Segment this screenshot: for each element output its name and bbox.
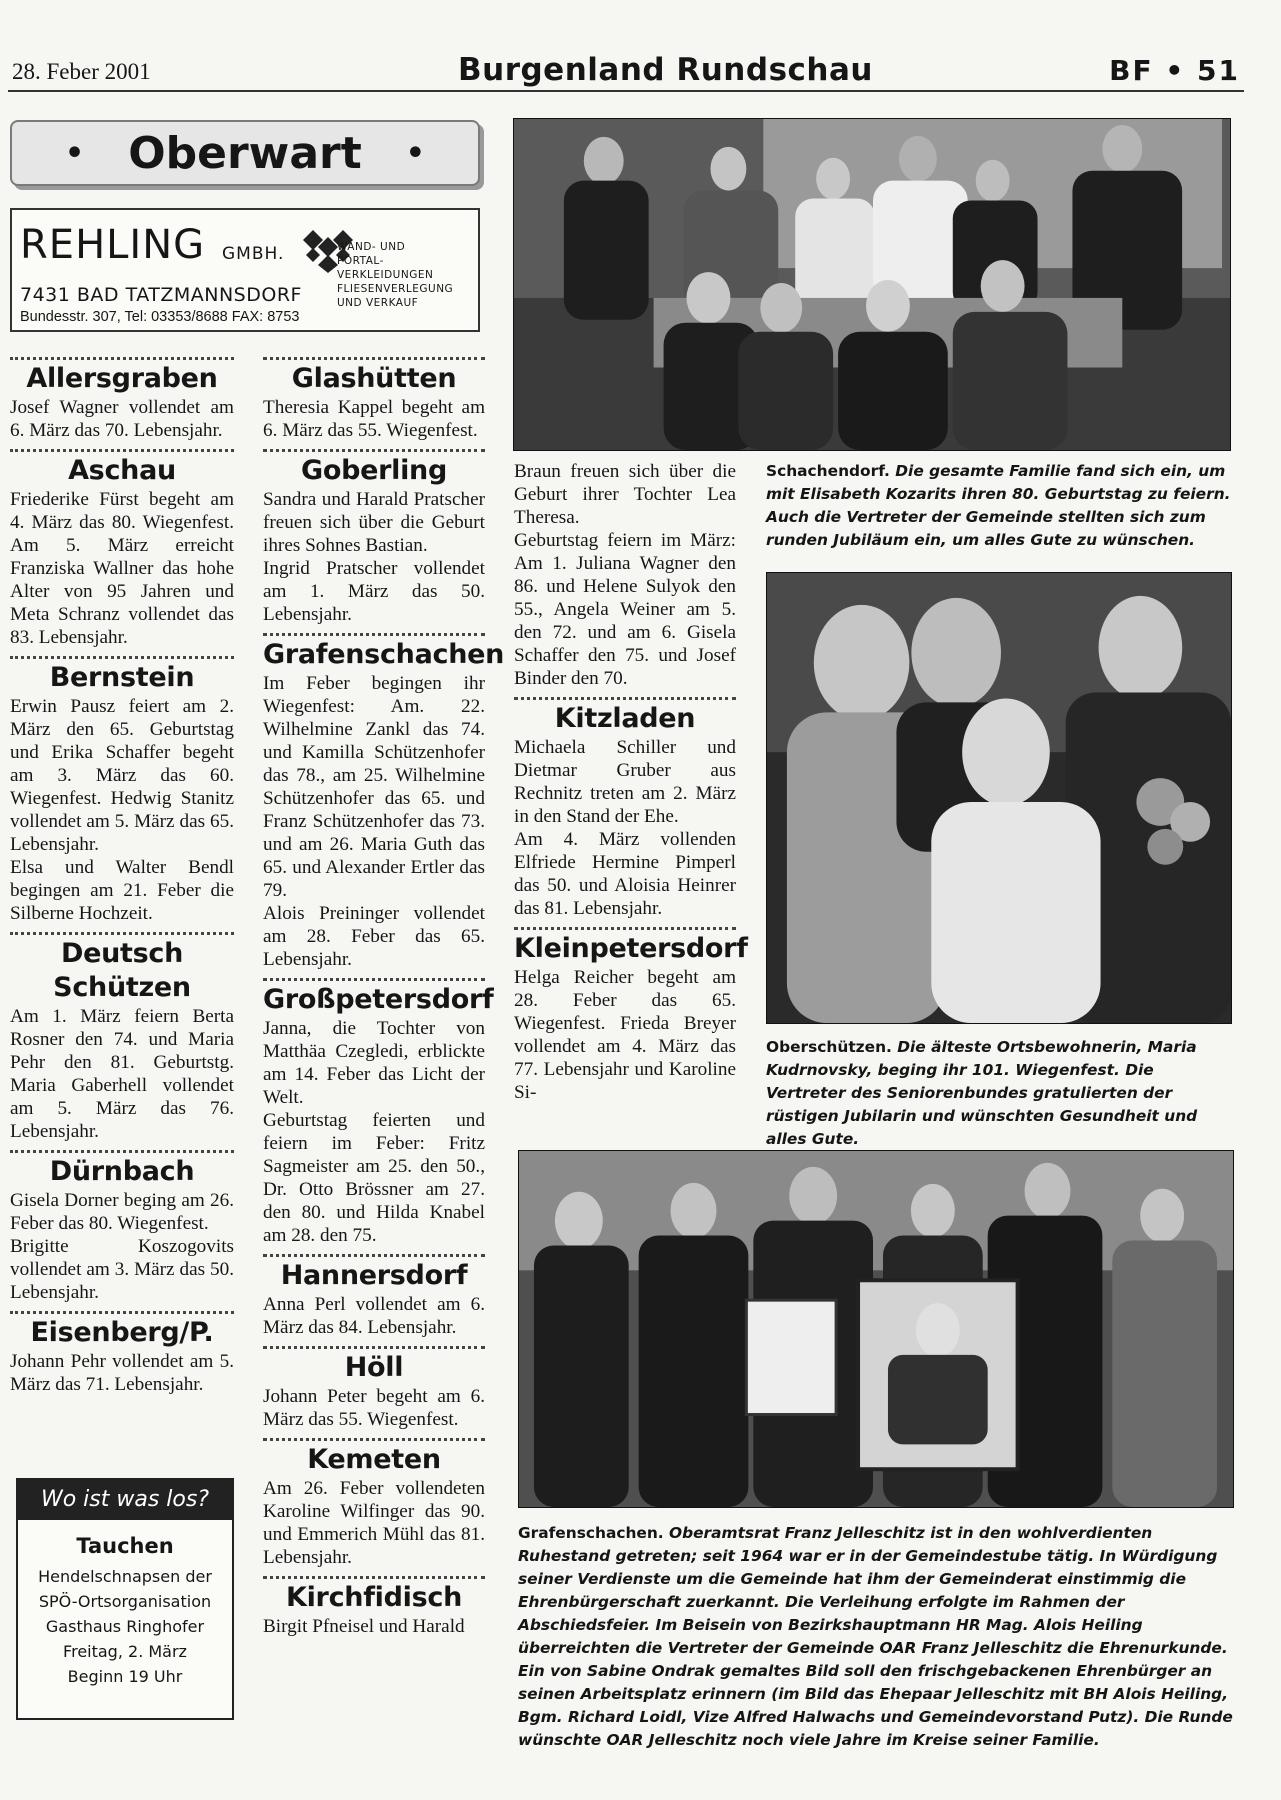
caption-place: Grafenschachen.: [518, 1524, 664, 1542]
ad-company-suffix: GMBH.: [222, 244, 285, 264]
events-line: Hendelschnapsen der: [38, 1567, 212, 1586]
article-text: Johann Pehr vollendet am 5. März das 71. Lebensjahr.: [10, 1351, 234, 1395]
issue-date: 28. Feber 2001: [12, 59, 151, 84]
dotted-divider: [10, 357, 234, 360]
rehling-advertisement: [10, 208, 480, 332]
oberschuetzen-photo-image: [767, 573, 1231, 1023]
article-text: Theresia Kappel begeht am 6. März das 55. Wiegenfest.: [263, 397, 485, 441]
masthead: [8, 52, 1244, 92]
dotted-divider: [263, 1254, 485, 1257]
dotted-divider: [10, 932, 234, 935]
article-text: Josef Wagner vollendet am 6. März das 70. Lebensjahr.: [10, 397, 234, 441]
place-heading: Allersgraben: [26, 363, 218, 394]
article-text: Ingrid Pratscher vollendet am 1. März das 50. Lebensjahr.: [263, 558, 485, 625]
dotted-divider: [10, 1311, 234, 1314]
ad-service-line: VERKLEIDUNGEN: [337, 269, 434, 281]
caption-text: Oberamtsrat Franz Jelleschitz ist in den wohlverdienten Ruhestand getreten; seit 1964 war er in der Gemeindestube tätig. In Würdigung seiner Verdienste um die Gemeinde hat ihm der Gemeinderat einstimmig die Ehrenbürgerschaft zuerkannt. Die Verleihung erfolgte im Rahmen der Abschiedsfeier. Im Beisein von Bezirkshauptmann HR Mag. Alois Heiling überreichten die Vertreter der Gemeinde OAR Franz Jelleschitz die Ehrenurkunde. Ein von Sabine Ondrak gemaltes Bild soll den frischgebackenen Ehrenbürger an seinen Arbeitsplatz erinnern (im Bild das Ehepaar Jelleschitz mit BH Alois Heiling, Bgm. Richard Loidl, Vize Alfred Halwachs und Gemeindevorstand Putz). Die Runde wünschte OAR Jelleschitz noch viele Jahre im Kreise seiner Familie.: [518, 1524, 1233, 1749]
article-text: Anna Perl vollendet am 6. März das 84. Lebensjahr.: [263, 1294, 485, 1338]
caption-oberschuetzen: [766, 1036, 1232, 1151]
place-heading: Höll: [344, 1352, 404, 1383]
article-text: Birgit Pfneisel und Harald: [263, 1616, 465, 1637]
page-reference: BF • 51: [1109, 54, 1240, 87]
column-2: [263, 350, 505, 1638]
article-text: Sandra und Harald Pratscher freuen sich über die Geburt ihres Sohnes Bastian.: [263, 489, 485, 556]
caption-text: Die gesamte Familie fand sich ein, um mit Elisabeth Kozarits ihren 80. Geburtstag zu feiern. Auch die Vertreter der Gemeinde stellten sich zum runden Jubiläum ein, um alles Gute zu wünschen.: [766, 462, 1231, 549]
ad-service-line: FLIESENVERLEGUNG: [337, 283, 454, 295]
place-heading: Dürnbach: [49, 1156, 195, 1187]
dotted-divider: [263, 1576, 485, 1579]
place-heading: Aschau: [68, 455, 176, 486]
events-header: Wo ist was los?: [18, 1480, 232, 1520]
ad-brand-name: REHLING: [20, 222, 206, 268]
events-box: [16, 1478, 234, 1720]
dotted-divider: [10, 449, 234, 452]
article-text: Geburtstag feierten und feiern im Feber: Fritz Sagmeister am 25. den 50., Dr. Otto Brössner am 27. den 80. und Hilda Knabel am 28. den 75.: [263, 1110, 485, 1246]
column-1: [10, 350, 234, 1396]
dotted-divider: [263, 1346, 485, 1349]
article-text: Gisela Dorner beging am 26. Feber das 80. Wiegenfest.: [10, 1190, 234, 1234]
place-heading: Bernstein: [49, 662, 195, 693]
place-heading: Kitzladen: [554, 703, 696, 734]
ad-service-line: UND VERKAUF: [337, 297, 419, 309]
place-heading: Kirchfidisch: [285, 1582, 462, 1613]
region-banner: [10, 120, 480, 186]
dotted-divider: [10, 656, 234, 659]
article-text: Geburtstag feiern im März: Am 1. Juliana Wagner den 86. und Helene Sulyok den 55., Angela Weiner am 5. den 72. und am 6. Gisela Schaffer den 75. und Josef Binder den 70.: [514, 530, 736, 689]
events-line: Beginn 19 Uhr: [67, 1667, 183, 1686]
caption-schachendorf: [766, 460, 1232, 552]
grafenschachen-photo-image: [519, 1151, 1233, 1507]
article-text: Johann Peter begeht am 6. März das 55. Wiegenfest.: [263, 1386, 485, 1430]
bullet-left: •: [65, 135, 85, 171]
article-text: Michaela Schiller und Dietmar Gruber aus Rechnitz treten am 2. März in den Stand der Ehe.: [514, 737, 736, 827]
newspaper-title: Burgenland Rundschau: [458, 52, 873, 88]
region-name: Oberwart: [128, 127, 362, 179]
article-text: Elsa und Walter Bendl begingen am 21. Feber die Silberne Hochzeit.: [10, 857, 234, 924]
events-line: Freitag, 2. März: [63, 1642, 187, 1661]
dotted-divider: [514, 927, 736, 930]
article-text: Am 26. Feber vollendeten Karoline Wilfinger das 90. und Emmerich Mühl das 81. Lebensjahr.: [263, 1478, 485, 1568]
place-heading: Grafenschachen: [263, 639, 505, 670]
article-text: Alois Preininger vollendet am 28. Feber das 65. Lebensjahr.: [263, 903, 485, 970]
place-heading: Kemeten: [307, 1444, 441, 1475]
caption-place: Schachendorf.: [766, 462, 890, 480]
article-text: Am 4. März vollenden Elfriede Hermine Pimperl das 50. und Aloisia Heinrer das 81. Lebensjahr.: [514, 829, 736, 919]
family-photo-image: [514, 119, 1230, 450]
place-heading: Kleinpetersdorf: [514, 933, 748, 964]
ad-services: [337, 240, 477, 310]
dotted-divider: [263, 1438, 485, 1441]
caption-grafenschachen: [518, 1522, 1234, 1752]
article-text: Braun freuen sich über die Geburt ihrer Tochter Lea Theresa.: [514, 461, 736, 528]
place-heading: Eisenberg/P.: [30, 1317, 214, 1348]
place-heading: Glashütten: [291, 363, 457, 394]
article-text: Janna, die Tochter von Matthäa Czegledi, erblickte am 14. Feber das Licht der Welt.: [263, 1018, 485, 1108]
place-heading: Goberling: [300, 455, 448, 486]
bullet-right: •: [405, 135, 425, 171]
article-text: Im Feber begingen ihr Wiegenfest: Am. 22. Wilhelmine Zankl das 74. und Kamilla Schützenhofer das 78., am 25. Wilhelmine Schützenhofer das 65. und Franz Schützenhofer das 73. und am 26. Maria Guth das 65. und Alexander Ertler das 79.: [263, 673, 485, 901]
dotted-divider: [263, 633, 485, 636]
article-text: Am 1. März feiern Berta Rosner den 74. und Maria Pehr den 81. Geburtstg. Maria Gaberhell vollendet am 5. März das 76. Lebensjahr.: [10, 1006, 234, 1142]
ad-address: Bundesstr. 307, Tel: 03353/8688 FAX: 8753: [20, 309, 300, 325]
events-line: Gasthaus Ringhofer: [45, 1617, 205, 1636]
article-text: Helga Reicher begeht am 28. Feber das 65. Wiegenfest. Frieda Breyer vollendet am 4. März das 77. Lebensjahr und Karoline Si-: [514, 967, 736, 1103]
photo-schachendorf-family: [513, 118, 1231, 451]
ad-service-line: PORTAL-: [337, 255, 384, 267]
photo-grafenschachen: [518, 1150, 1234, 1508]
dotted-divider: [514, 697, 736, 700]
article-text: Brigitte Koszogovits vollendet am 3. März das 50. Lebensjahr.: [10, 1236, 234, 1303]
dotted-divider: [263, 978, 485, 981]
events-title: Tauchen: [76, 1534, 174, 1558]
article-text: Erwin Pausz feiert am 2. März den 65. Geburtstag und Erika Schaffer begeht am 3. März das 60. Wiegenfest. Hedwig Stanitz vollendet am 5. März das 65. Lebensjahr.: [10, 696, 234, 855]
dotted-divider: [10, 1150, 234, 1153]
caption-text: Die älteste Ortsbewohnerin, Maria Kudrnovsky, beging ihr 101. Wiegenfest. Die Vertreter des Seniorenbundes gratulierten der rüstigen Jubilarin und wünschten Gesundheit und alles Gute.: [766, 1038, 1198, 1148]
events-line: SPÖ-Ortsorganisation: [38, 1592, 212, 1611]
place-heading: Großpetersdorf: [263, 984, 494, 1015]
column-3: [514, 460, 748, 1104]
caption-place: Oberschützen.: [766, 1038, 892, 1056]
photo-oberschuetzen: [766, 572, 1232, 1024]
dotted-divider: [263, 449, 485, 452]
article-text: Friederike Fürst begeht am 4. März das 80. Wiegenfest. Am 5. März erreicht Franziska Wallner das hohe Alter von 95 Jahren und Meta Schranz vollendet das 83. Lebensjahr.: [10, 489, 234, 648]
place-heading: Deutsch Schützen: [53, 938, 191, 1003]
ad-town: 7431 BAD TATZMANNSDORF: [20, 284, 302, 306]
place-heading: Hannersdorf: [280, 1260, 468, 1291]
ad-service-line: WAND- UND: [337, 241, 406, 253]
events-details: [18, 1564, 232, 1689]
dotted-divider: [263, 357, 485, 360]
